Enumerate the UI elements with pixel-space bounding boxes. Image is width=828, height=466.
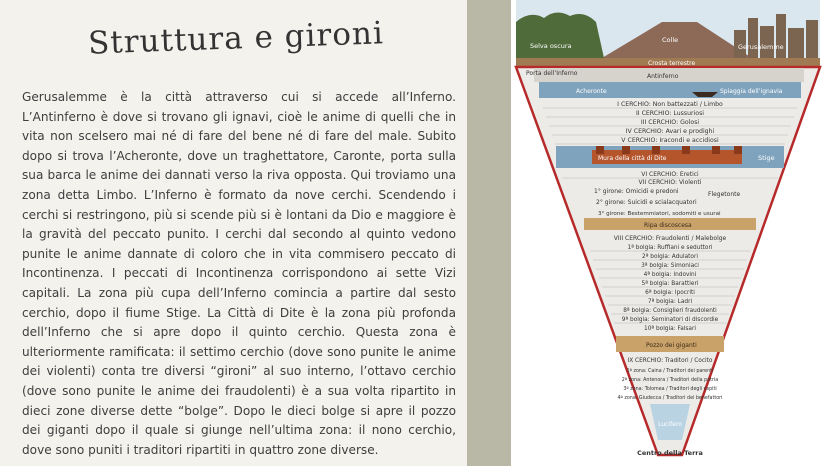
zona-2-label: 2ª zona: Antenora / Traditori della patria — [621, 378, 719, 383]
label-gerusalemme: Gerusalemme — [738, 43, 784, 51]
label-mura-dite: Mura della città di Dite — [598, 155, 667, 162]
bolgia-4-label: 4ª bolgia: Indovini — [643, 272, 697, 278]
label-pozzo: Pozzo dei giganti — [646, 342, 697, 349]
circle-3-label: III CERCHIO: Golosi — [640, 119, 700, 126]
girone-3-label: 3° girone: Bestemmiatori, sodomiti e usurai — [598, 211, 721, 217]
circle-5-label: V CERCHIO: Iracondi e accidiosi — [621, 137, 719, 144]
circle-1-label: I CERCHIO: Non battezzati / Limbo — [617, 101, 723, 108]
inferno-diagram — [512, 0, 828, 466]
girone-2-label: 2° girone: Suicidi e scialacquatori — [596, 199, 697, 206]
circle-2-label: II CERCHIO: Lussuriosi — [635, 110, 705, 117]
circle-7-label: VII CERCHIO: Violenti — [638, 179, 702, 186]
bolgia-5-label: 5ª bolgia: Barattieri — [641, 281, 699, 287]
bolgia-9-label: 9ª bolgia: Seminatori di discordie — [621, 317, 719, 323]
bolgia-2-label: 2ª bolgia: Adulatori — [642, 254, 698, 260]
zona-1-label: 1ª zona: Caina / Traditori dei parenti — [626, 369, 714, 374]
label-selva: Selva oscura — [530, 42, 572, 50]
label-antinferno: Antinferno — [647, 73, 679, 80]
label-spiaggia: Spiaggia dell’ignavia — [720, 88, 783, 95]
zona-3-label: 3ª zona: Tolomea / Traditori degli ospiti — [623, 387, 717, 392]
circle-4-label: IV CERCHIO: Avari e prodighi — [625, 128, 715, 135]
bolgia-6-label: 6ª bolgia: Ipocriti — [645, 290, 695, 296]
slide-title: Struttura e gironi — [87, 15, 385, 62]
label-porta: Porta dell’Inferno — [526, 70, 578, 77]
circle-9-label: IX CERCHIO: Traditori / Cocito — [627, 358, 713, 364]
selva-forest — [516, 12, 604, 58]
label-lucifero: Lucifero — [658, 421, 682, 428]
label-flegetonte: Flegetonte — [708, 191, 741, 198]
circle-8-label: VIII CERCHIO: Fraudolenti / Malebolge — [613, 235, 727, 242]
bolgia-8-label: 8ª bolgia: Consiglieri fraudolenti — [623, 308, 717, 314]
label-stige: Stige — [758, 154, 775, 162]
accent-bar — [467, 0, 511, 466]
bolgia-3-label: 3ª bolgia: Simoniaci — [641, 263, 699, 269]
zona-4-label: 4ª zona: Giudecca / Traditori dei benefattori — [617, 396, 723, 401]
bolgia-10-label: 10ª bolgia: Falsari — [644, 326, 696, 332]
label-ripa: Ripa discoscesa — [644, 222, 692, 229]
label-colle: Colle — [662, 36, 679, 44]
girone-1-label: 1° girone: Omicidi e predoni — [594, 188, 679, 195]
bolgia-1-label: 1ª bolgia: Ruffiani e seduttori — [627, 245, 713, 251]
label-centro-terra: Centro della Terra — [637, 449, 703, 457]
bolgia-7-label: 7ª bolgia: Ladri — [647, 299, 693, 305]
label-crosta: Crosta terrestre — [648, 60, 696, 67]
slide-body-text: Gerusalemme è la città attraverso cui si accede all’Inferno. L’Antinferno è dove si trovano gli ignavi, cioè le anime di quelli che in vita non scelsero mai né di fare del bene né di fare del male. Subito dopo si trova l’Acheronte, dove un traghettatore, Caronte, porta sulla sua barca le anime dei dannati verso la riva opposta. Qui troviamo una zona detta Limbo. L’Inferno è formato da nove cerchi. Scendendo i cerchi si restringono, più si scende più si è lontani da Dio e maggiore è la gravità del peccato punito. I cerchi dal secondo al quinto vedono punite le anime dannate di coloro che in vita commisero peccato di Incontinenza. I peccati di Incontinenza corrispondono ai sette Vizi capitali. La zona più cupa dell’Inferno comincia a partire dal sesto cerchio, dopo il fiume Stige. La Città di Dite è la zona più profonda dell’Inferno che si apre dopo il quinto cerchio. Questa zona è ulteriormente ramificata: il settimo cerchio (dove sono punite le anime dei violenti) conta tre diversi “gironi” al suo interno, l’ottavo cerchio (dove sono punite le anime dei fraudolenti) è a sua volta ripartito in dieci zone diverse dette “bolge”. Dopo le dieci bolge si apre il pozzo dei giganti dopo il quale si giunge nell’ultima zona: il nono cerchio, dove sono puniti i traditori ripartiti in quattro zone diverse. — [22, 90, 456, 457]
label-acheronte: Acheronte — [576, 88, 607, 95]
circle-6-label: VI CERCHIO: Eretici — [641, 171, 699, 178]
